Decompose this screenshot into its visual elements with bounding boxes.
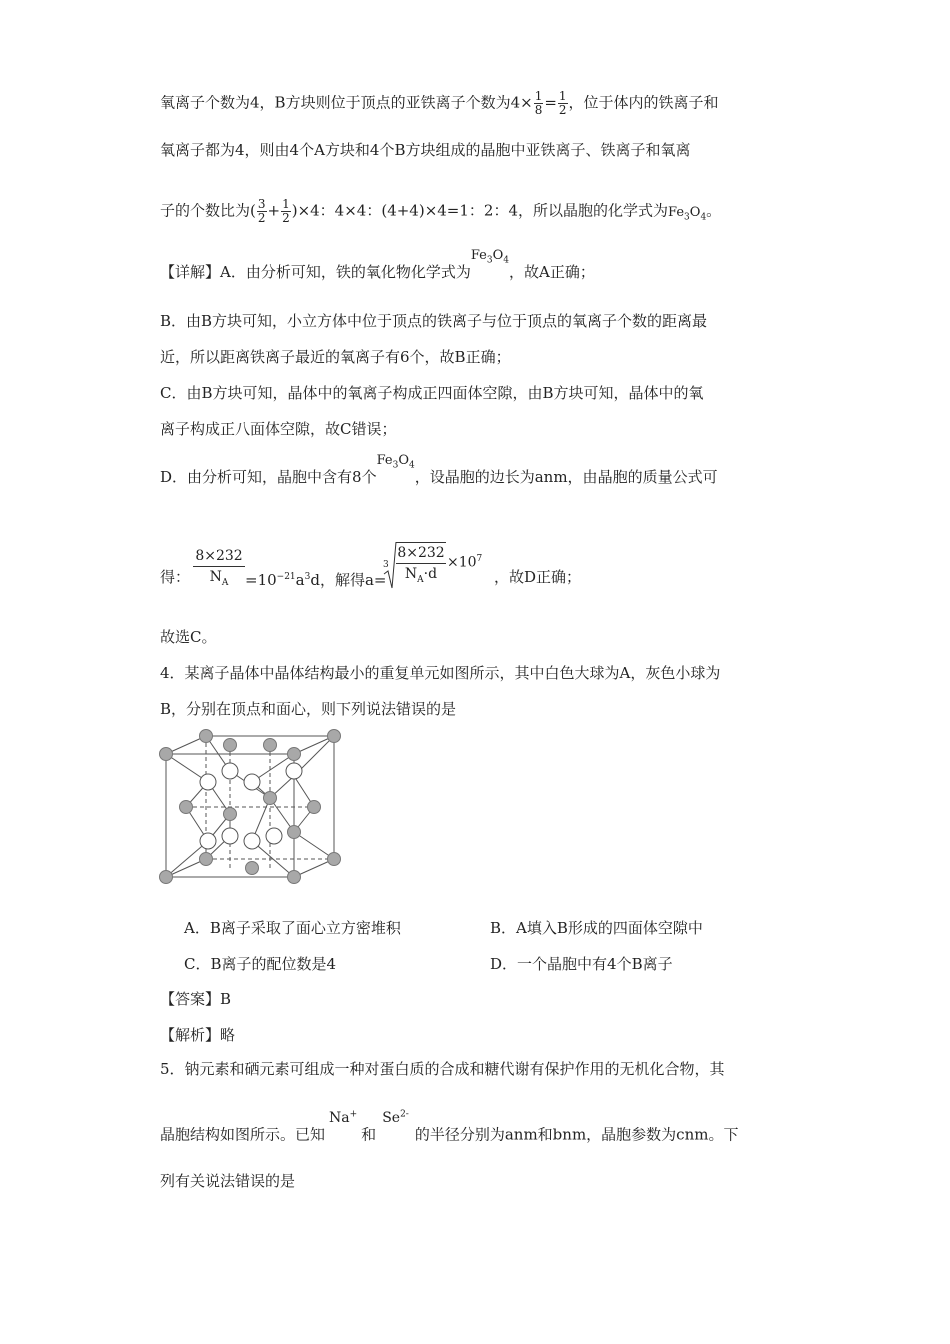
- detail-c-line-2: 离子构成正八面体空隙，故C错误；: [160, 420, 397, 438]
- element-se: Se: [382, 1109, 401, 1126]
- text: 子的个数比为(: [160, 201, 256, 220]
- formula-fe3o4: [668, 204, 707, 223]
- b-ion: [160, 748, 173, 761]
- element-o: O: [689, 204, 701, 220]
- charge: +: [349, 1109, 358, 1119]
- exponent: 3: [304, 572, 311, 582]
- a-ion: [286, 763, 302, 779]
- subscript: 4: [700, 212, 707, 223]
- times-ten: [447, 554, 482, 571]
- numerator: 1: [282, 197, 290, 211]
- fraction-3-2: [257, 198, 267, 225]
- text: ·d: [423, 566, 438, 582]
- text: 晶胞结构如图所示。已知: [160, 1125, 326, 1144]
- na-symbol: N: [404, 566, 418, 582]
- numerator: 8×232: [396, 543, 446, 564]
- a-ion: [244, 774, 260, 790]
- text: 的半径分别为anm和bnm，晶胞参数为cnm。下: [414, 1125, 739, 1144]
- mass-fraction: [193, 546, 245, 593]
- subscript: 3: [392, 460, 399, 471]
- cube-root: [382, 540, 492, 590]
- q5-stem-line-3: 列有关说法错误的是: [160, 1172, 296, 1190]
- na-symbol: N: [209, 569, 222, 585]
- text: ×10: [447, 554, 477, 571]
- white-a-balls: [200, 763, 302, 849]
- q5-stem-line-2: [160, 1109, 739, 1146]
- denominator: 2: [257, 211, 266, 225]
- a-ion: [244, 833, 260, 849]
- equation-rhs: [245, 567, 386, 590]
- q4-option-b: B．A填入B形成的四面体空隙中: [490, 919, 703, 937]
- subscript: 4: [409, 460, 415, 471]
- analysis-line-1: [160, 90, 719, 117]
- b-ion: [328, 730, 341, 743]
- q4-option-c: C．B离子的配位数是4: [184, 955, 337, 973]
- numerator: 3: [257, 197, 266, 211]
- subscript: A: [221, 577, 229, 588]
- conclusion: 故选C。: [160, 628, 217, 646]
- denominator: 2: [558, 103, 567, 117]
- b-ion: [200, 853, 213, 866]
- q4-analysis: 【解析】略: [160, 1026, 236, 1044]
- se-ion: [376, 1110, 415, 1126]
- crystal-structure-diagram: [156, 728, 346, 888]
- formula-fe3o4: [376, 453, 415, 471]
- subscript: A: [417, 574, 424, 585]
- a-ion: [266, 828, 282, 844]
- formula-fe3o4: [470, 248, 509, 266]
- numerator: 1: [558, 89, 567, 103]
- b-ion: [264, 792, 277, 805]
- a-ion: [222, 763, 238, 779]
- text: ，设晶胞的边长为anm，由晶胞的质量公式可: [414, 468, 718, 486]
- b-ion: [224, 808, 237, 821]
- equals-sign: =: [544, 93, 557, 112]
- text: 和: [361, 1125, 377, 1144]
- radicand: [396, 542, 446, 590]
- text: =10: [245, 571, 277, 589]
- charge: 2-: [400, 1109, 409, 1119]
- element-fe: Fe: [668, 204, 685, 220]
- b-ion: [224, 739, 237, 752]
- text: ，故A正确；: [509, 263, 595, 281]
- text: a: [295, 571, 305, 589]
- analysis-line-2: 氧离子都为4，则由4个A方块和4个B方块组成的晶胞中亚铁离子、铁离子和氧离: [160, 141, 691, 159]
- denominator: [396, 564, 446, 590]
- exponent: 7: [476, 554, 483, 564]
- a-ion: [200, 833, 216, 849]
- denominator: 2: [282, 211, 290, 225]
- subscript: 3: [684, 212, 690, 223]
- detail-b-line-1: B．由B方块可知，小立方体中位于顶点的铁离子与位于顶点的氧离子个数的距离最: [160, 312, 708, 330]
- text: 【详解】A．由分析可知，铁的氧化物化学式为: [160, 263, 471, 281]
- text: 得：: [160, 568, 191, 586]
- q4-stem-line-1: 4．某离子晶体中晶体结构最小的重复单元如图所示，其中白色大球为A，灰色小球为: [160, 664, 721, 682]
- exponent: −21: [276, 572, 296, 582]
- q4-stem-line-2: B，分别在顶点和面心，则下列说法错误的是: [160, 700, 457, 718]
- text: )×4：4×4：(4+4)×4=1：2：4，所以晶胞的化学式为: [291, 201, 669, 220]
- period: 。: [706, 201, 722, 220]
- numerator: 8×232: [193, 546, 245, 567]
- element-o: O: [398, 453, 409, 468]
- subscript: 4: [503, 255, 509, 266]
- b-ion: [200, 730, 213, 743]
- denominator: 8: [534, 103, 543, 117]
- subscript: 3: [486, 255, 493, 266]
- b-ion: [246, 862, 259, 875]
- b-ion: [160, 871, 173, 884]
- b-ion: [308, 801, 321, 814]
- element-na: Na: [329, 1109, 350, 1126]
- text: D．由分析可知，晶胞中含有8个: [160, 468, 377, 486]
- text: 氧离子个数为4，B方块则位于顶点的亚铁离子个数为4×: [160, 93, 533, 112]
- fraction-1-2: [281, 198, 291, 225]
- element-o: O: [492, 248, 504, 263]
- q5-stem-line-1: 5．钠元素和硒元素可组成一种对蛋白质的合成和糖代谢有保护作用的无机化合物，其: [160, 1060, 725, 1078]
- detail-b-line-2: 近，所以距离铁离子最近的氧离子有6个，故B正确；: [160, 348, 511, 366]
- b-ion: [288, 748, 301, 761]
- b-ion: [264, 739, 277, 752]
- equation-line: [160, 567, 190, 587]
- fraction-1-8: [534, 90, 544, 117]
- na-ion: [325, 1110, 361, 1126]
- b-ion: [328, 853, 341, 866]
- a-ion: [222, 828, 238, 844]
- fraction-1-2: [558, 90, 568, 117]
- denominator: [193, 567, 245, 593]
- b-ion: [180, 801, 193, 814]
- element-fe: Fe: [376, 453, 393, 468]
- element-fe: Fe: [470, 248, 487, 263]
- numerator: 1: [534, 89, 543, 103]
- detail-d: [160, 453, 718, 494]
- q4-answer: 【答案】B: [160, 990, 232, 1008]
- equation-end: ，故D正确；: [494, 568, 582, 586]
- text: d，解得a=: [310, 571, 387, 589]
- root-index: 3: [383, 560, 389, 570]
- detail-a: [160, 248, 595, 289]
- b-ion: [288, 826, 301, 839]
- q4-option-a: A．B离子采取了面心立方密堆积: [184, 919, 401, 937]
- plus-sign: +: [267, 201, 281, 220]
- b-ion: [288, 871, 301, 884]
- detail-c-line-1: C．由B方块可知，晶体中的氧离子构成正四面体空隙，由B方块可知，晶体中的氧: [160, 384, 704, 402]
- text: ，位于体内的铁离子和: [568, 93, 719, 112]
- q4-option-d: D．一个晶胞中有4个B离子: [490, 955, 673, 973]
- analysis-line-3: [160, 198, 721, 227]
- a-ion: [200, 774, 216, 790]
